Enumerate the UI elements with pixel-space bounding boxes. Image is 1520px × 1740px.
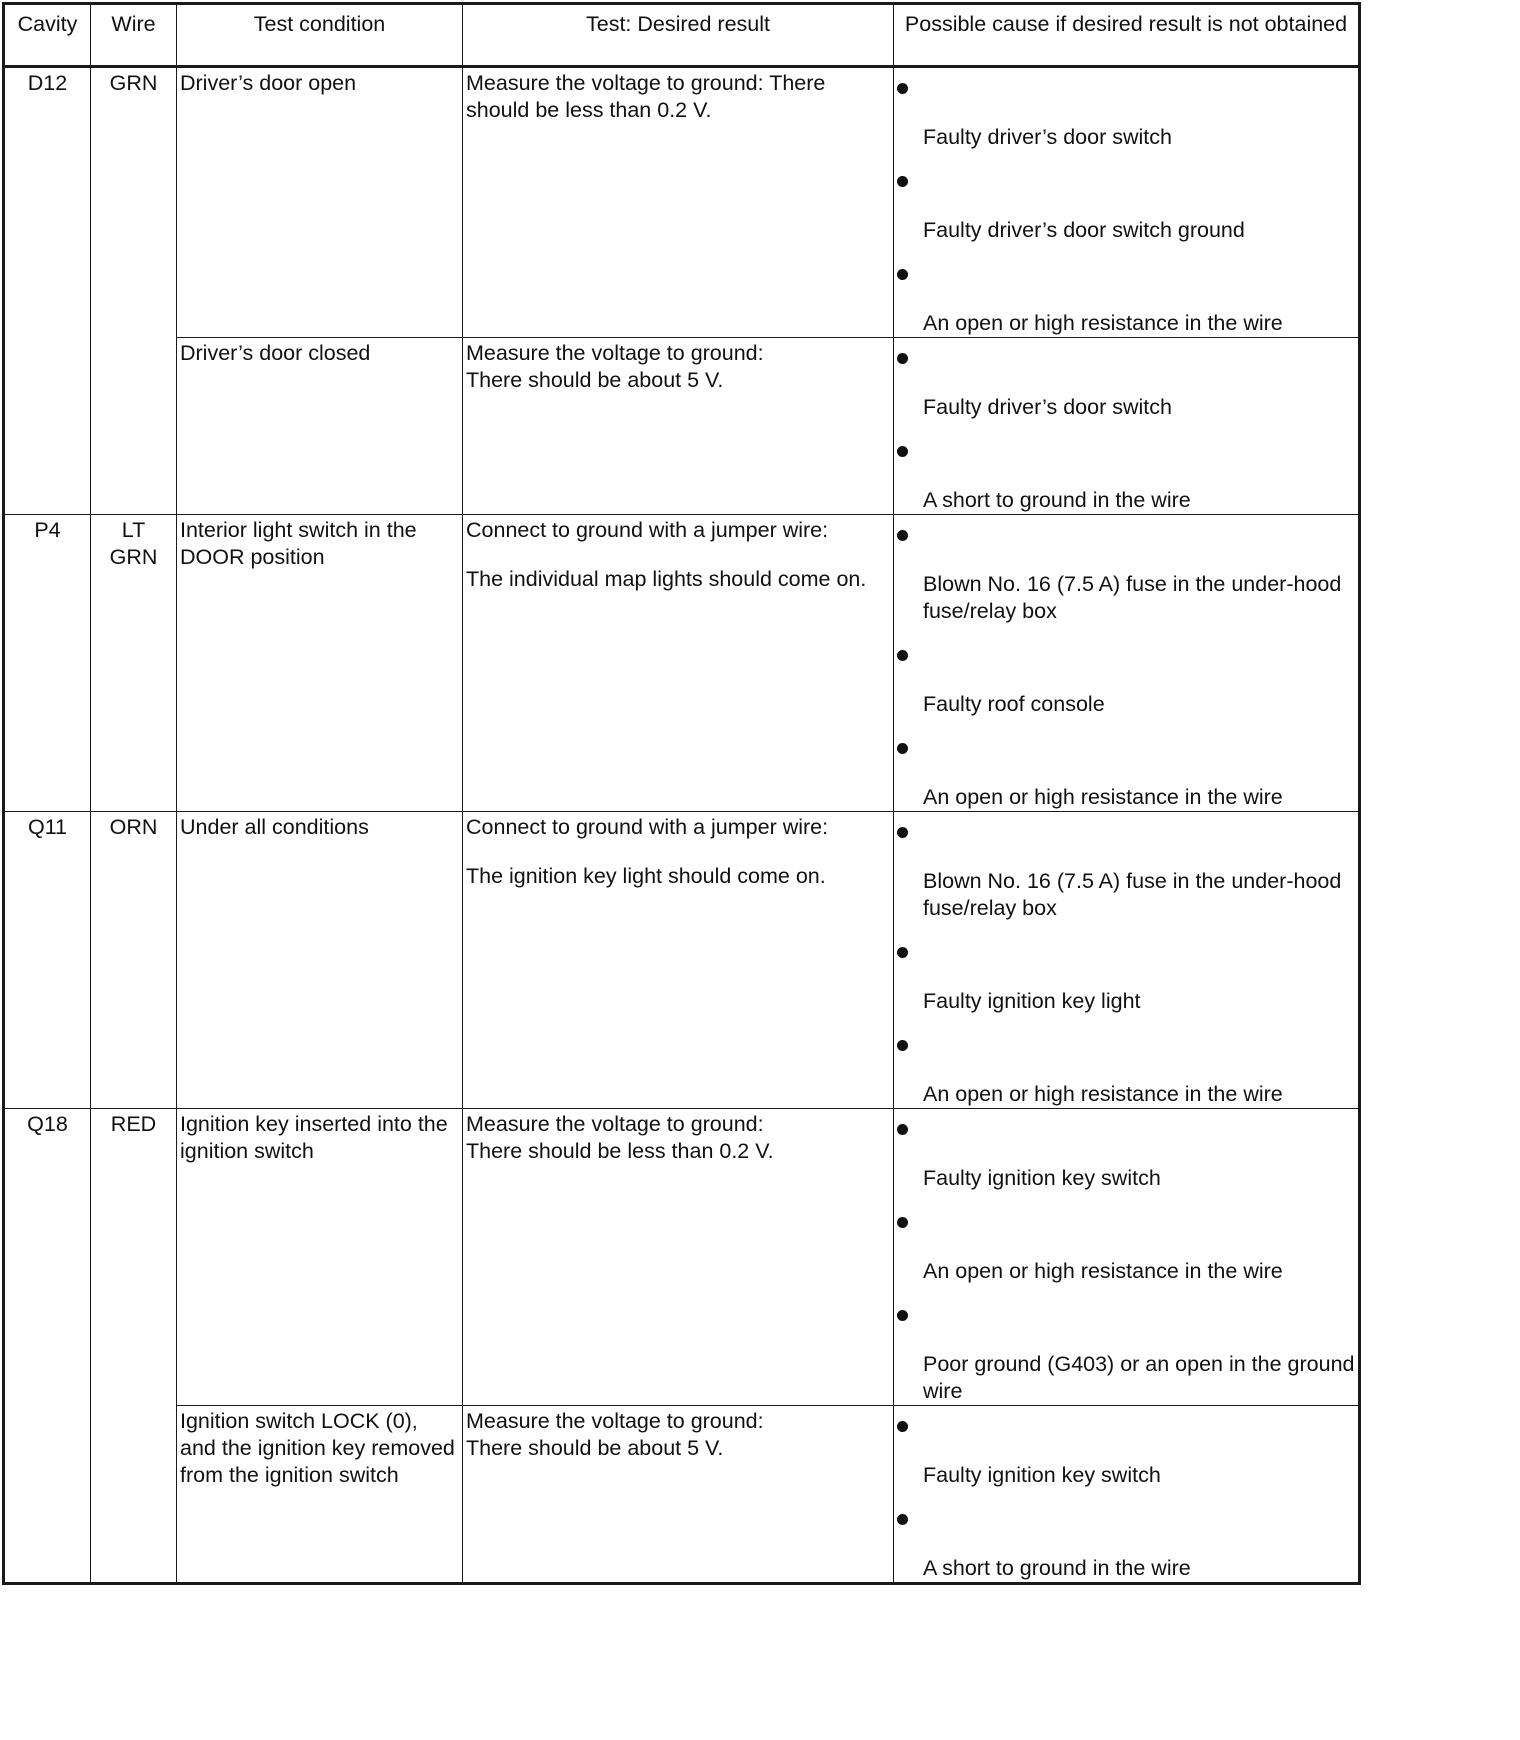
test-condition-cell: Driver’s door open bbox=[177, 67, 463, 338]
possible-cause-cell bbox=[894, 515, 1360, 812]
possible-cause-cell bbox=[894, 1109, 1360, 1406]
cavity-cell: Q18 bbox=[4, 1109, 91, 1584]
desired-result-cell: Measure the voltage to ground: There should be less than 0.2 V. bbox=[463, 67, 894, 338]
cause-item: A short to ground in the wire bbox=[897, 1501, 1355, 1582]
desired-result-cell: Connect to ground with a jumper wire: The individual map lights should come on. bbox=[463, 515, 894, 812]
test-condition-cell: Ignition switch LOCK (0), and the ignition key removed from the ignition switch bbox=[177, 1406, 463, 1584]
bullet-icon bbox=[897, 743, 908, 754]
desired-result-cell: Measure the voltage to ground: There should be less than 0.2 V. bbox=[463, 1109, 894, 1406]
cause-item: Faulty driver’s door switch bbox=[897, 70, 1355, 151]
table-row bbox=[4, 515, 1360, 812]
cause-item: An open or high resistance in the wire bbox=[897, 256, 1355, 337]
table-row bbox=[4, 1406, 1360, 1584]
bullet-icon bbox=[897, 269, 908, 280]
table-row bbox=[4, 338, 1360, 515]
cause-item: Faulty driver’s door switch bbox=[897, 340, 1355, 421]
test-condition-cell: Driver’s door closed bbox=[177, 338, 463, 515]
cavity-cell: D12 bbox=[4, 67, 91, 515]
header-cavity: Cavity bbox=[4, 4, 91, 67]
table-row bbox=[4, 67, 1360, 338]
bullet-icon bbox=[897, 83, 908, 94]
bullet-icon bbox=[897, 446, 908, 457]
header-wire: Wire bbox=[91, 4, 177, 67]
header-desired-result: Test: Desired result bbox=[463, 4, 894, 67]
possible-cause-cell bbox=[894, 338, 1360, 515]
cause-item: An open or high resistance in the wire bbox=[897, 1204, 1355, 1285]
cause-item: Faulty roof console bbox=[897, 637, 1355, 718]
wire-cell: RED bbox=[91, 1109, 177, 1584]
bullet-icon bbox=[897, 353, 908, 364]
test-condition-cell: Under all conditions bbox=[177, 812, 463, 1109]
possible-cause-cell bbox=[894, 67, 1360, 338]
cause-item: Faulty ignition key light bbox=[897, 934, 1355, 1015]
cause-item: Faulty driver’s door switch ground bbox=[897, 163, 1355, 244]
bullet-icon bbox=[897, 176, 908, 187]
cavity-cell: Q11 bbox=[4, 812, 91, 1109]
header-row bbox=[4, 4, 1360, 67]
desired-result-cell: Connect to ground with a jumper wire: The ignition key light should come on. bbox=[463, 812, 894, 1109]
header-possible-cause: Possible cause if desired result is not obtained bbox=[894, 4, 1360, 67]
desired-result-cell: Measure the voltage to ground: There should be about 5 V. bbox=[463, 1406, 894, 1584]
wire-cell: LT GRN bbox=[91, 515, 177, 812]
table-row bbox=[4, 1109, 1360, 1406]
bullet-icon bbox=[897, 1217, 908, 1228]
bullet-icon bbox=[897, 947, 908, 958]
bullet-icon bbox=[897, 650, 908, 661]
cause-item: Blown No. 16 (7.5 A) fuse in the under-hood fuse/relay box bbox=[897, 517, 1355, 625]
desired-result-cell: Measure the voltage to ground: There should be about 5 V. bbox=[463, 338, 894, 515]
header-test-condition: Test condition bbox=[177, 4, 463, 67]
cause-item: An open or high resistance in the wire bbox=[897, 1027, 1355, 1108]
cavity-cell: P4 bbox=[4, 515, 91, 812]
cause-item: Poor ground (G403) or an open in the ground wire bbox=[897, 1297, 1355, 1405]
wire-cell: GRN bbox=[91, 67, 177, 515]
bullet-icon bbox=[897, 1310, 908, 1321]
wire-cell: ORN bbox=[91, 812, 177, 1109]
bullet-icon bbox=[897, 1421, 908, 1432]
cause-item: Blown No. 16 (7.5 A) fuse in the under-hood fuse/relay box bbox=[897, 814, 1355, 922]
cause-item: Faulty ignition key switch bbox=[897, 1408, 1355, 1489]
bullet-icon bbox=[897, 530, 908, 541]
cause-item: Faulty ignition key switch bbox=[897, 1111, 1355, 1192]
possible-cause-cell bbox=[894, 1406, 1360, 1584]
table-row bbox=[4, 812, 1360, 1109]
cause-item: An open or high resistance in the wire bbox=[897, 730, 1355, 811]
possible-cause-cell bbox=[894, 812, 1360, 1109]
bullet-icon bbox=[897, 1124, 908, 1135]
test-condition-cell: Ignition key inserted into the ignition switch bbox=[177, 1109, 463, 1406]
test-condition-cell: Interior light switch in the DOOR position bbox=[177, 515, 463, 812]
bullet-icon bbox=[897, 827, 908, 838]
bullet-icon bbox=[897, 1040, 908, 1051]
diagnostic-table bbox=[2, 2, 1361, 1585]
bullet-icon bbox=[897, 1514, 908, 1525]
cause-item: A short to ground in the wire bbox=[897, 433, 1355, 514]
